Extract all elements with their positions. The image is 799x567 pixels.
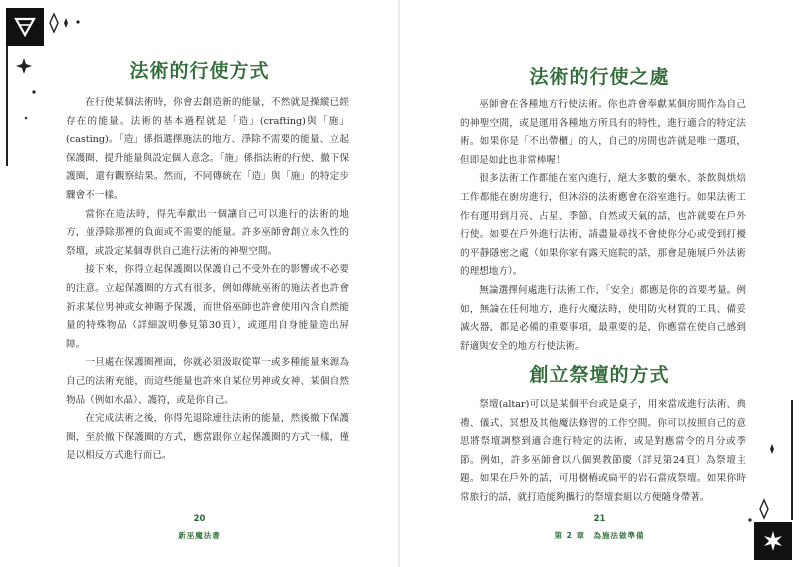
running-title: 第 2 章 為施法做準備 (554, 531, 645, 540)
page-title: 法術的行使方式 (129, 60, 270, 82)
right-body-section-2 (460, 396, 746, 508)
paragraph: 無論選擇何處進行法術工作，「安全」都應是你的首要考量。例如，無論在任何地方，進行火魔法時，使用防火材質的工具、備妥滅火器，都是必備的重要事項，最重要的是，你應當在使自己感到舒適與安全的地方行使法術。 (460, 284, 746, 352)
right-body-section-1 (460, 96, 746, 356)
page-number: 21 (593, 514, 606, 524)
page-number: 20 (193, 514, 206, 524)
paragraph: 一旦處在保護圈裡面，你就必須汲取從單一或多種能量來源為自己的法術充能，而這些能量也許來自某位男神或女神、某個自然物品（例如水晶）、護符，或是你自己。 (66, 357, 349, 406)
triangle-sigil-icon (6, 8, 44, 46)
left-body (66, 94, 349, 466)
diamond-ornament-icon (736, 440, 786, 530)
right-border-line (791, 400, 793, 520)
paragraph: 當你在造法時，得先奉獻出一個讓自己可以進行的法術的地方，並淨除那裡的負面或不需要的能量。許多巫師會創立永久性的祭壇，或設定某個專供自己進行法術的神聖空間。 (66, 208, 349, 257)
star-sigil-icon (754, 522, 792, 560)
left-footer (0, 514, 399, 541)
right-page (400, 0, 799, 567)
paragraph: 巫師會在各種地方行使法術。你也許會奉獻某個房間作為自己的神聖空間，或是運用各種地方所具有的特性，進行適合的特定法術。如果你是「不出帶櫃」的人，自己的房間也許就是唯一選項，但即是如此也非常棒喔！ (460, 99, 746, 166)
paragraph: 祭壇(altar)可以是某個平台或是桌子，用來當成進行法術、典禮、儀式、冥想及其他魔法修習的工作空間。你可以按照自己的意思將祭壇調整到適合進行特定的法術，或是對應當令的月分或季節。例如，許多巫師會以八個異教節慶（詳見第24頁）為祭壇主題。如果在戶外的話，可用樹樁或扁平的岩石當成祭壇。如果你時常旅行的話，就打造能夠攜行的祭壇套組以方便隨身帶著。 (460, 399, 746, 503)
section-heading: 法術的行使之處 (529, 66, 670, 88)
paragraph: 在完成法術之後，你得先退除連往法術的能量，然後撤下保護圈，至於撤下保護圈的方式，應當跟你立起保護圈的方式一樣，僅是以相反方式進行而已。 (66, 413, 349, 462)
left-page (0, 0, 399, 567)
paragraph: 很多法術工作都能在室內進行，絕大多數的藥水、茶飲與烘焙工作都能在廚房進行，但沐浴的法術應會在浴室進行。如果法術工作有運用到月亮、占星、季節、自然或天氣的話，也許就要在戶外行使。如要在戶外進行法術，請盡量尋找不會使你分心或受到打擾的平靜隱密之處（如果你家有露天庭院的話，那會是施展戶外法術的理想地方）。 (460, 173, 746, 278)
section-heading: 創立祭壇的方式 (529, 364, 670, 386)
paragraph: 接下來，你得立起保護圈以保護自己不受外在的影響或不必要的注意。立起保護圈的方式有很多，例如傳統巫術的施法者也許會祈求某位男神或女神賜予保護，而世俗巫師也許會使用內含自然能量的特殊物品（詳細說明參見第30頁），或運用自身能量造出屏障。 (66, 264, 349, 350)
paragraph: 在行使某個法術時，你會去創造新的能量，不然就是操縱已經存在的能量。法術的基本過程就是「造」(crafting)與「施」(casting)。「造」係指選擇施法的地方、淨除不需要的能量、立起保護圈、提升能量與設定個人意念。「施」係指法術的行使、撤下保護圈，還有觀察結果。然而，不同傳統在「造」與「施」的特定步驟會不一樣。 (66, 97, 350, 201)
running-title: 新巫魔法書 (178, 531, 221, 540)
